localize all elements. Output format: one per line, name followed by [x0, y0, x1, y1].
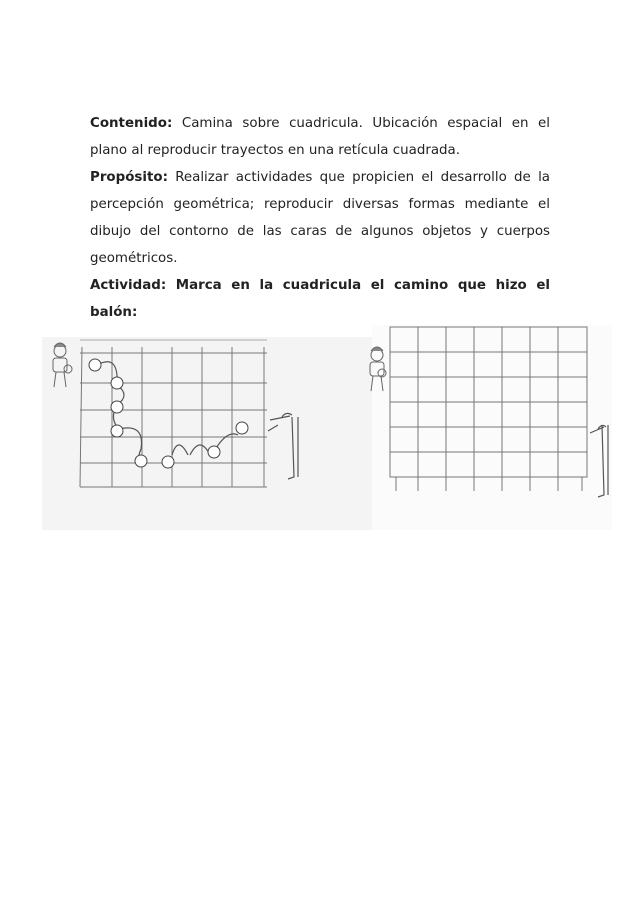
worksheet-figure: [42, 325, 612, 530]
proposito-text: Realizar actividades que propicien el desarrollo de la percepción geométrica; reproducir diversas formas mediante el dibujo del contorno de las caras de algunos objetos y cuerpos geométricos.: [90, 170, 550, 266]
contenido-label: Contenido:: [90, 116, 173, 131]
contenido-paragraph: [90, 110, 550, 164]
actividad-paragraph: Actividad: Marca en la cuadricula el camino que hizo el balón:: [90, 278, 550, 320]
proposito-label: Propósito:: [90, 170, 168, 185]
instructions-text: [90, 110, 550, 326]
contenido-text: Camina sobre cuadricula. Ubicación espacial en el plano al reproducir trayectos en una retícula cuadrada.: [90, 116, 550, 158]
proposito-paragraph: [90, 164, 550, 272]
